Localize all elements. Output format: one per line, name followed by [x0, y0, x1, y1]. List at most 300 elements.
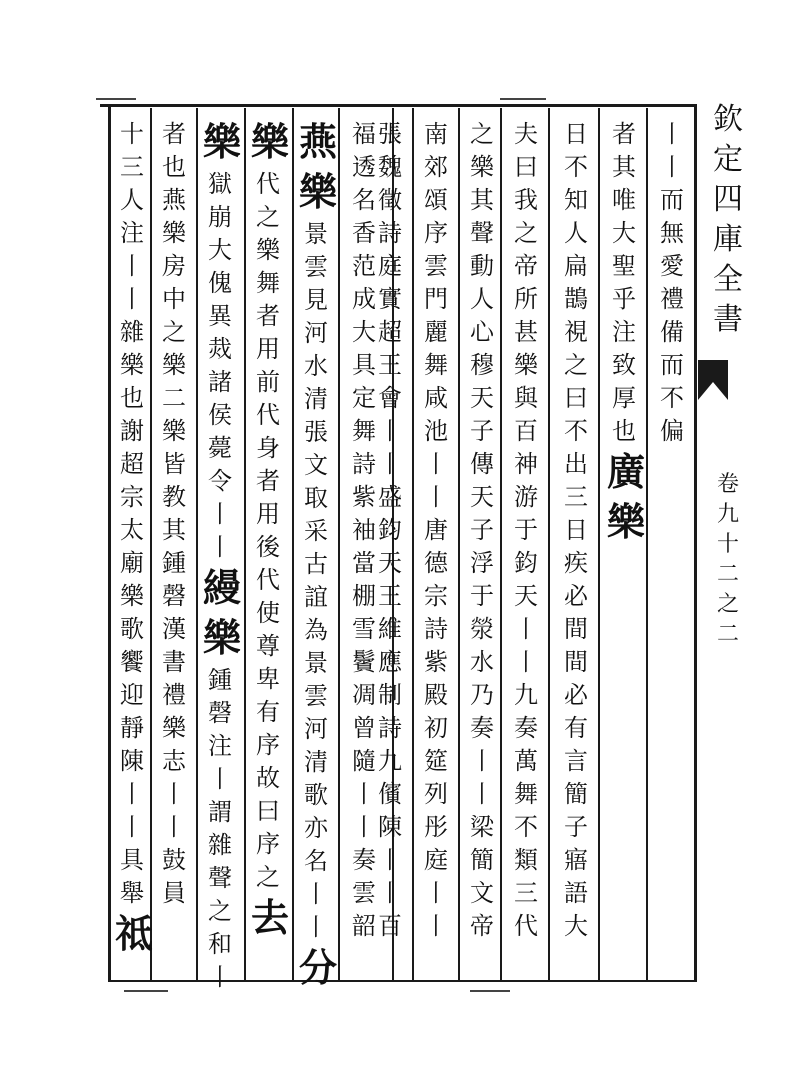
column-rule — [646, 108, 648, 980]
text-column — [556, 118, 596, 943]
text-char: 雜 — [208, 831, 232, 859]
text-char: 聲 — [470, 219, 494, 247]
text-char: 樂 — [162, 417, 186, 445]
text-char: 凋 — [352, 681, 376, 709]
text-char: 禮 — [660, 285, 684, 313]
text-char: 于 — [514, 516, 538, 544]
text-char: 人 — [564, 219, 588, 247]
text-char: 後 — [256, 533, 280, 561]
text-char: 書 — [162, 648, 186, 676]
text-char: 麗 — [424, 318, 448, 346]
text-char: 其 — [162, 516, 186, 544]
margin-volume-char: 卷 — [716, 472, 739, 497]
text-char: 張 — [304, 418, 328, 446]
text-char: 丨 — [514, 648, 538, 676]
text-char: 雪 — [352, 615, 376, 643]
text-char: 前 — [256, 368, 280, 396]
text-char: 樂 — [162, 219, 186, 247]
entry-heading: 廣 — [607, 449, 646, 494]
text-char: 與 — [514, 384, 538, 412]
text-char: 者 — [162, 120, 186, 148]
text-char: 序 — [424, 219, 448, 247]
text-char: 漢 — [162, 615, 186, 643]
text-char: 陳 — [120, 747, 144, 775]
text-char: 者 — [256, 302, 280, 330]
text-char: 丨 — [304, 880, 328, 908]
text-char: 咸 — [424, 384, 448, 412]
text-char: 者 — [612, 120, 636, 148]
text-char: 庭 — [424, 846, 448, 874]
text-char: 磬 — [162, 582, 186, 610]
text-char: 頌 — [424, 186, 448, 214]
text-char: 謝 — [120, 417, 144, 445]
text-char: 王 — [378, 582, 402, 610]
text-char: 丨 — [424, 879, 448, 907]
text-char: 無 — [660, 219, 684, 247]
text-char: 詩 — [378, 714, 402, 742]
entry-heading: 燕 — [299, 119, 338, 164]
text-char: 代 — [514, 912, 538, 940]
text-char: 聲 — [208, 864, 232, 892]
entry-heading: 樂 — [299, 169, 338, 214]
text-char: 庭 — [378, 252, 402, 280]
text-char: 采 — [304, 517, 328, 545]
text-char: 帝 — [514, 252, 538, 280]
text-char: 天 — [514, 582, 538, 610]
text-char: 河 — [304, 715, 328, 743]
entry-heading: 樂 — [203, 615, 242, 660]
text-char: 曰 — [564, 384, 588, 412]
text-char: 傳 — [470, 450, 494, 478]
text-char: 獄 — [208, 170, 232, 198]
text-char: 類 — [514, 846, 538, 874]
text-char: 舞 — [352, 417, 376, 445]
text-char: 詩 — [378, 219, 402, 247]
text-char: 丨 — [120, 252, 144, 280]
text-char: 間 — [564, 615, 588, 643]
text-char: 景 — [304, 649, 328, 677]
text-char: 丨 — [424, 450, 448, 478]
text-char: 子 — [470, 516, 494, 544]
text-char: 之 — [256, 203, 280, 231]
text-char: 丨 — [304, 913, 328, 941]
text-char: 序 — [256, 830, 280, 858]
text-char: 丨 — [660, 120, 684, 148]
text-char: 丨 — [424, 912, 448, 940]
text-char: 也 — [162, 153, 186, 181]
text-char: 具 — [352, 351, 376, 379]
text-char: 不 — [514, 813, 538, 841]
text-char: 陳 — [378, 813, 402, 841]
text-char: 紫 — [352, 483, 376, 511]
text-char: 用 — [256, 500, 280, 528]
text-column — [248, 118, 288, 944]
text-char: 清 — [304, 385, 328, 413]
entry-heading: 縵 — [203, 565, 242, 610]
text-char: 和 — [208, 930, 232, 958]
text-char: 定 — [352, 384, 376, 412]
entry-heading: 樂 — [251, 119, 290, 164]
margin-volume-char: 九 — [716, 502, 739, 527]
text-column — [200, 118, 240, 994]
text-char: 丨 — [352, 780, 376, 808]
text-char: 為 — [304, 616, 328, 644]
text-char: 也 — [612, 417, 636, 445]
text-char: 魏 — [378, 153, 402, 181]
margin-title-char: 全 — [713, 262, 743, 297]
text-char: 間 — [564, 648, 588, 676]
text-char: 列 — [424, 780, 448, 808]
text-char: 歌 — [304, 781, 328, 809]
text-char: 有 — [256, 698, 280, 726]
text-char: 帝 — [470, 912, 494, 940]
text-char: 丨 — [470, 747, 494, 775]
text-char: 舉 — [120, 879, 144, 907]
text-char: 樂 — [120, 582, 144, 610]
text-char: 景 — [304, 220, 328, 248]
text-char: 之 — [564, 351, 588, 379]
margin-volume-char: 二 — [716, 562, 739, 587]
text-char: 丨 — [162, 780, 186, 808]
text-char: 雲 — [304, 253, 328, 281]
text-char: 異 — [208, 302, 232, 330]
text-char: 鼓 — [162, 846, 186, 874]
text-char: 用 — [256, 335, 280, 363]
text-char: 扁 — [564, 252, 588, 280]
text-column — [604, 118, 644, 548]
text-char: 備 — [660, 318, 684, 346]
text-char: 代 — [256, 401, 280, 429]
frame-left-line — [108, 104, 111, 982]
text-char: 文 — [304, 451, 328, 479]
text-char: 河 — [304, 319, 328, 347]
text-char: 大 — [352, 318, 376, 346]
margin-book-title — [706, 100, 750, 340]
text-char: 代 — [256, 170, 280, 198]
text-char: 丨 — [208, 963, 232, 991]
text-char: 寤 — [564, 846, 588, 874]
text-char: 樂 — [514, 351, 538, 379]
text-char: 舞 — [514, 780, 538, 808]
text-char: 丨 — [208, 500, 232, 528]
text-char: 九 — [378, 747, 402, 775]
text-char: 致 — [612, 351, 636, 379]
text-char: 初 — [424, 714, 448, 742]
text-char: 宗 — [120, 483, 144, 511]
text-char: 聖 — [612, 252, 636, 280]
text-char: 卑 — [256, 665, 280, 693]
text-char: 大 — [564, 912, 588, 940]
text-char: 九 — [514, 681, 538, 709]
frame-top-line — [100, 104, 696, 107]
text-char: 筵 — [424, 747, 448, 775]
text-char: 滎 — [470, 615, 494, 643]
text-char: 三 — [514, 879, 538, 907]
text-char: 德 — [424, 549, 448, 577]
text-column — [344, 118, 384, 943]
text-char: 我 — [514, 186, 538, 214]
text-char: 饗 — [120, 648, 144, 676]
text-char: 鈞 — [514, 549, 538, 577]
text-char: 百 — [514, 417, 538, 445]
text-char: 曰 — [256, 797, 280, 825]
text-char: 烖 — [208, 335, 232, 363]
margin-volume-label — [706, 470, 750, 650]
text-char: 丨 — [378, 879, 402, 907]
text-char: 奏 — [514, 714, 538, 742]
column-rule — [244, 108, 246, 980]
text-column — [112, 118, 152, 960]
text-char: 有 — [564, 714, 588, 742]
margin-title-char: 四 — [713, 182, 743, 217]
text-char: 動 — [470, 252, 494, 280]
text-char: 文 — [470, 879, 494, 907]
text-char: 清 — [304, 748, 328, 776]
text-char: 丨 — [378, 450, 402, 478]
text-column — [416, 118, 456, 943]
text-char: 之 — [514, 219, 538, 247]
text-char: 必 — [564, 681, 588, 709]
text-char: 之 — [208, 897, 232, 925]
text-char: 韶 — [352, 912, 376, 940]
text-char: 殿 — [424, 681, 448, 709]
margin-title-char: 欽 — [713, 102, 743, 137]
text-char: 簡 — [470, 846, 494, 874]
scan-mark — [500, 98, 546, 100]
text-char: 丨 — [424, 483, 448, 511]
text-char: 維 — [378, 615, 402, 643]
margin-title-char: 定 — [713, 142, 743, 177]
text-char: 大 — [612, 219, 636, 247]
text-char: 丨 — [208, 533, 232, 561]
text-char: 誼 — [304, 583, 328, 611]
text-char: 丨 — [378, 417, 402, 445]
text-char: 曰 — [514, 153, 538, 181]
text-char: 袖 — [352, 516, 376, 544]
text-char: 偏 — [660, 417, 684, 445]
text-char: 子 — [564, 813, 588, 841]
column-rule — [598, 108, 600, 980]
text-char: 甚 — [514, 318, 538, 346]
text-char: 古 — [304, 550, 328, 578]
text-char: 鍾 — [208, 666, 232, 694]
text-char: 丨 — [120, 285, 144, 313]
text-char: 尊 — [256, 632, 280, 660]
text-column — [652, 118, 692, 448]
text-char: 舞 — [256, 269, 280, 297]
text-char: 于 — [470, 582, 494, 610]
text-char: 愛 — [660, 252, 684, 280]
entry-heading: 分 — [299, 945, 338, 990]
text-char: 注 — [612, 318, 636, 346]
text-column — [154, 118, 194, 910]
text-char: 不 — [564, 417, 588, 445]
text-char: 注 — [208, 732, 232, 760]
text-char: 香 — [352, 219, 376, 247]
text-char: 視 — [564, 318, 588, 346]
text-char: 序 — [256, 731, 280, 759]
text-char: 雲 — [424, 252, 448, 280]
text-char: 使 — [256, 599, 280, 627]
text-char: 丨 — [120, 813, 144, 841]
margin-title-char: 書 — [713, 302, 743, 337]
text-char: 見 — [304, 286, 328, 314]
text-char: 丨 — [162, 813, 186, 841]
text-char: 日 — [564, 516, 588, 544]
text-char: 盛 — [378, 483, 402, 511]
text-char: 樂 — [162, 714, 186, 742]
text-char: 言 — [564, 747, 588, 775]
text-char: 唐 — [424, 516, 448, 544]
text-char: 乃 — [470, 681, 494, 709]
text-char: 游 — [514, 483, 538, 511]
entry-heading: 樂 — [607, 499, 646, 544]
text-char: 鍾 — [162, 549, 186, 577]
text-char: 迎 — [120, 681, 144, 709]
text-char: 皆 — [162, 450, 186, 478]
text-char: 疾 — [564, 549, 588, 577]
column-rule — [412, 108, 414, 980]
text-char: 鬢 — [352, 648, 376, 676]
text-char: 之 — [470, 120, 494, 148]
text-char: 二 — [162, 384, 186, 412]
text-char: 人 — [470, 285, 494, 313]
text-char: 丨 — [208, 765, 232, 793]
text-char: 南 — [424, 120, 448, 148]
entry-heading: 去 — [251, 895, 290, 940]
text-char: 紫 — [424, 648, 448, 676]
text-char: 者 — [256, 467, 280, 495]
text-char: 知 — [564, 186, 588, 214]
text-char: 穆 — [470, 351, 494, 379]
text-char: 福 — [352, 120, 376, 148]
text-char: 薨 — [208, 434, 232, 462]
text-char: 池 — [424, 417, 448, 445]
text-char: 丨 — [120, 780, 144, 808]
text-char: 詩 — [424, 615, 448, 643]
column-rule — [458, 108, 460, 980]
margin-fish-tail — [698, 360, 728, 400]
text-char: 名 — [304, 847, 328, 875]
scan-mark — [96, 98, 136, 100]
text-char: 厚 — [612, 384, 636, 412]
text-char: 鵲 — [564, 285, 588, 313]
text-char: 超 — [120, 450, 144, 478]
text-char: 志 — [162, 747, 186, 775]
text-char: 也 — [120, 384, 144, 412]
text-char: 員 — [162, 879, 186, 907]
text-char: 丨 — [378, 846, 402, 874]
margin-volume-char: 之 — [716, 592, 739, 617]
text-char: 樂 — [470, 153, 494, 181]
text-char: 宗 — [424, 582, 448, 610]
text-char: 徵 — [378, 186, 402, 214]
text-char: 不 — [564, 153, 588, 181]
text-char: 舞 — [424, 351, 448, 379]
text-char: 成 — [352, 285, 376, 313]
text-char: 水 — [304, 352, 328, 380]
text-char: 教 — [162, 483, 186, 511]
scan-mark — [124, 990, 168, 992]
text-char: 必 — [564, 582, 588, 610]
text-column — [506, 118, 546, 943]
text-char: 十 — [120, 120, 144, 148]
margin-title-char: 庫 — [713, 222, 743, 257]
text-char: 具 — [120, 846, 144, 874]
text-char: 天 — [378, 549, 402, 577]
text-column — [462, 118, 502, 943]
scan-mark — [470, 990, 510, 992]
text-char: 而 — [660, 351, 684, 379]
column-rule — [196, 108, 198, 980]
text-char: 張 — [378, 120, 402, 148]
text-char: 儐 — [378, 780, 402, 808]
text-char: 樂 — [120, 351, 144, 379]
text-char: 人 — [120, 186, 144, 214]
text-char: 超 — [378, 318, 402, 346]
text-char: 丨 — [470, 780, 494, 808]
text-char: 樂 — [162, 351, 186, 379]
text-char: 其 — [470, 186, 494, 214]
text-char: 郊 — [424, 153, 448, 181]
text-char: 簡 — [564, 780, 588, 808]
text-char: 浮 — [470, 549, 494, 577]
text-char: 實 — [378, 285, 402, 313]
frame-bottom-line — [108, 980, 696, 982]
text-char: 乎 — [612, 285, 636, 313]
text-char: 傀 — [208, 269, 232, 297]
text-char: 燕 — [162, 186, 186, 214]
text-char: 夫 — [514, 120, 538, 148]
text-char: 子 — [470, 417, 494, 445]
text-char: 崩 — [208, 203, 232, 231]
text-char: 透 — [352, 153, 376, 181]
frame-right-line — [694, 104, 697, 982]
text-char: 中 — [162, 285, 186, 313]
column-rule — [548, 108, 550, 980]
text-char: 三 — [120, 153, 144, 181]
text-char: 丨 — [352, 813, 376, 841]
text-char: 謂 — [208, 798, 232, 826]
entry-heading: 祗 — [115, 911, 154, 956]
text-char: 天 — [470, 384, 494, 412]
text-char: 神 — [514, 450, 538, 478]
text-char: 令 — [208, 467, 232, 495]
text-char: 鈞 — [378, 516, 402, 544]
text-char: 王 — [378, 351, 402, 379]
text-char: 范 — [352, 252, 376, 280]
text-column — [296, 118, 336, 994]
text-char: 亦 — [304, 814, 328, 842]
text-char: 身 — [256, 434, 280, 462]
text-char: 三 — [564, 483, 588, 511]
text-char: 出 — [564, 450, 588, 478]
text-char: 太 — [120, 516, 144, 544]
text-char: 語 — [564, 879, 588, 907]
text-char: 制 — [378, 681, 402, 709]
text-char: 門 — [424, 285, 448, 313]
text-char: 丨 — [660, 153, 684, 181]
text-char: 丨 — [514, 615, 538, 643]
text-char: 梁 — [470, 813, 494, 841]
text-char: 磬 — [208, 699, 232, 727]
text-char: 其 — [612, 153, 636, 181]
text-char: 當 — [352, 549, 376, 577]
text-char: 房 — [162, 252, 186, 280]
text-char: 不 — [660, 384, 684, 412]
text-char: 取 — [304, 484, 328, 512]
text-char: 雲 — [304, 682, 328, 710]
